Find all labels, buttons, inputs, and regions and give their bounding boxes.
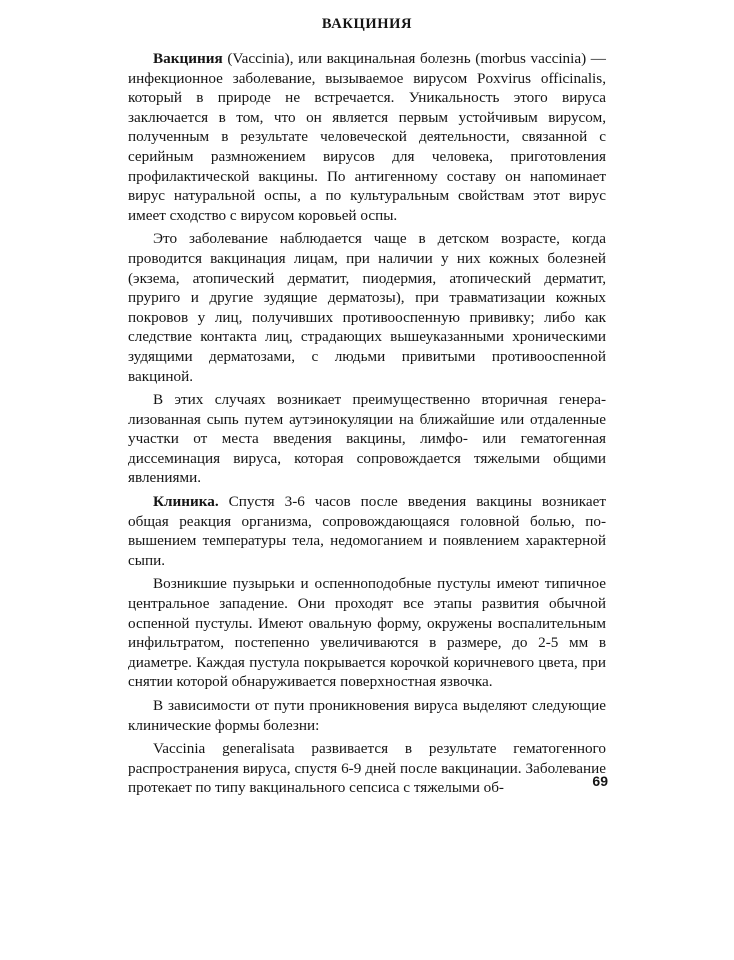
paragraph-2 [128, 229, 606, 386]
paragraph-3 [128, 390, 606, 488]
article-body [128, 49, 606, 798]
paragraph-2-text: Это заболевание наблюдается чаще в детском возрасте, когда проводится вакцинация лицам, при наличии у них кожных болезней (экзема, атопический дерматит, пиодермия, атопический дерматит, пруриго и другие зудящие дерматозы), при травматизации кожных покровов у лиц, получивших противооспенную прививку; либо как следствие контакта лиц, страдающих вышеуказанными хроническими зудящими дерматозами, с людьми привитыми противооспенной вакциной. [128, 230, 606, 385]
paragraph-5 [128, 574, 606, 692]
paragraph-3-text: В этих случаях возникает преимущественно вторичная генерализованная сыпь путем аутэинокуляции на ближайшие или отдаленные участки от места введения вакцины, лимфо- или гематогенная диссеминация вируса, которая сопровождается тяжелыми общими явлениями. [128, 391, 606, 487]
paragraph-4 [128, 492, 606, 570]
term-clinic: Клиника. [153, 493, 219, 511]
page-title: ВАКЦИНИЯ [321, 16, 413, 32]
paragraph-7 [128, 739, 606, 798]
book-page [128, 14, 606, 802]
page-number: 69 [592, 773, 608, 789]
paragraph-4-text: Спустя 3-6 часов после введения вакцины возникает общая реакция организма, сопровождающаяся головной болью, повышением температуры тела, недомоганием и появлением характерной сыпи. [128, 493, 606, 569]
paragraph-6 [128, 696, 606, 735]
paragraph-1 [128, 49, 606, 225]
term-vaccinia: Вакциния [153, 50, 223, 67]
paragraph-5-text: Возникшие пузырьки и оспенноподобные пустулы имеют типичное центральное западение. Они проходят все этапы развития обычной оспенной пустулы. Имеют овальную форму, окружены воспалительным инфильтратом, постепенно увеличиваются в размере, до 2-5 мм в диаметре. Каждая пустула покрывается корочкой коричневого цвета, при снятии которой обнаруживается поверхностная язвочка. [128, 575, 606, 691]
paragraph-7-text: Vaccinia generalisata развивается в результате гематогенного распространения вируса, спустя 6-9 дней после вакцинации. Заболевание протекает по типу вакцинального сепсиса с тяжелыми об- [128, 740, 606, 797]
paragraph-1-text: (Vaccinia), или вакцинальная болезнь (morbus vaccinia) — инфекционное заболевание, вызываемое вирусом Poxvirus officinalis, который в природе не встречается. Уникальность этого вируса заключается в том, что он является первым устойчивым вирусом, полученным в результате человеческой деятельности, связанной с серийным размножением вирусов для человека, приготовления профилактической вакцины. По антигенному составу он напоминает вирус натуральной оспы, а по культуральным свойствам этот вирус имеет сходство с вирусом коровьей оспы. [128, 50, 606, 224]
paragraph-6-text: В зависимости от пути проникновения вируса выделяют следующие клинические формы болезни: [128, 697, 606, 734]
